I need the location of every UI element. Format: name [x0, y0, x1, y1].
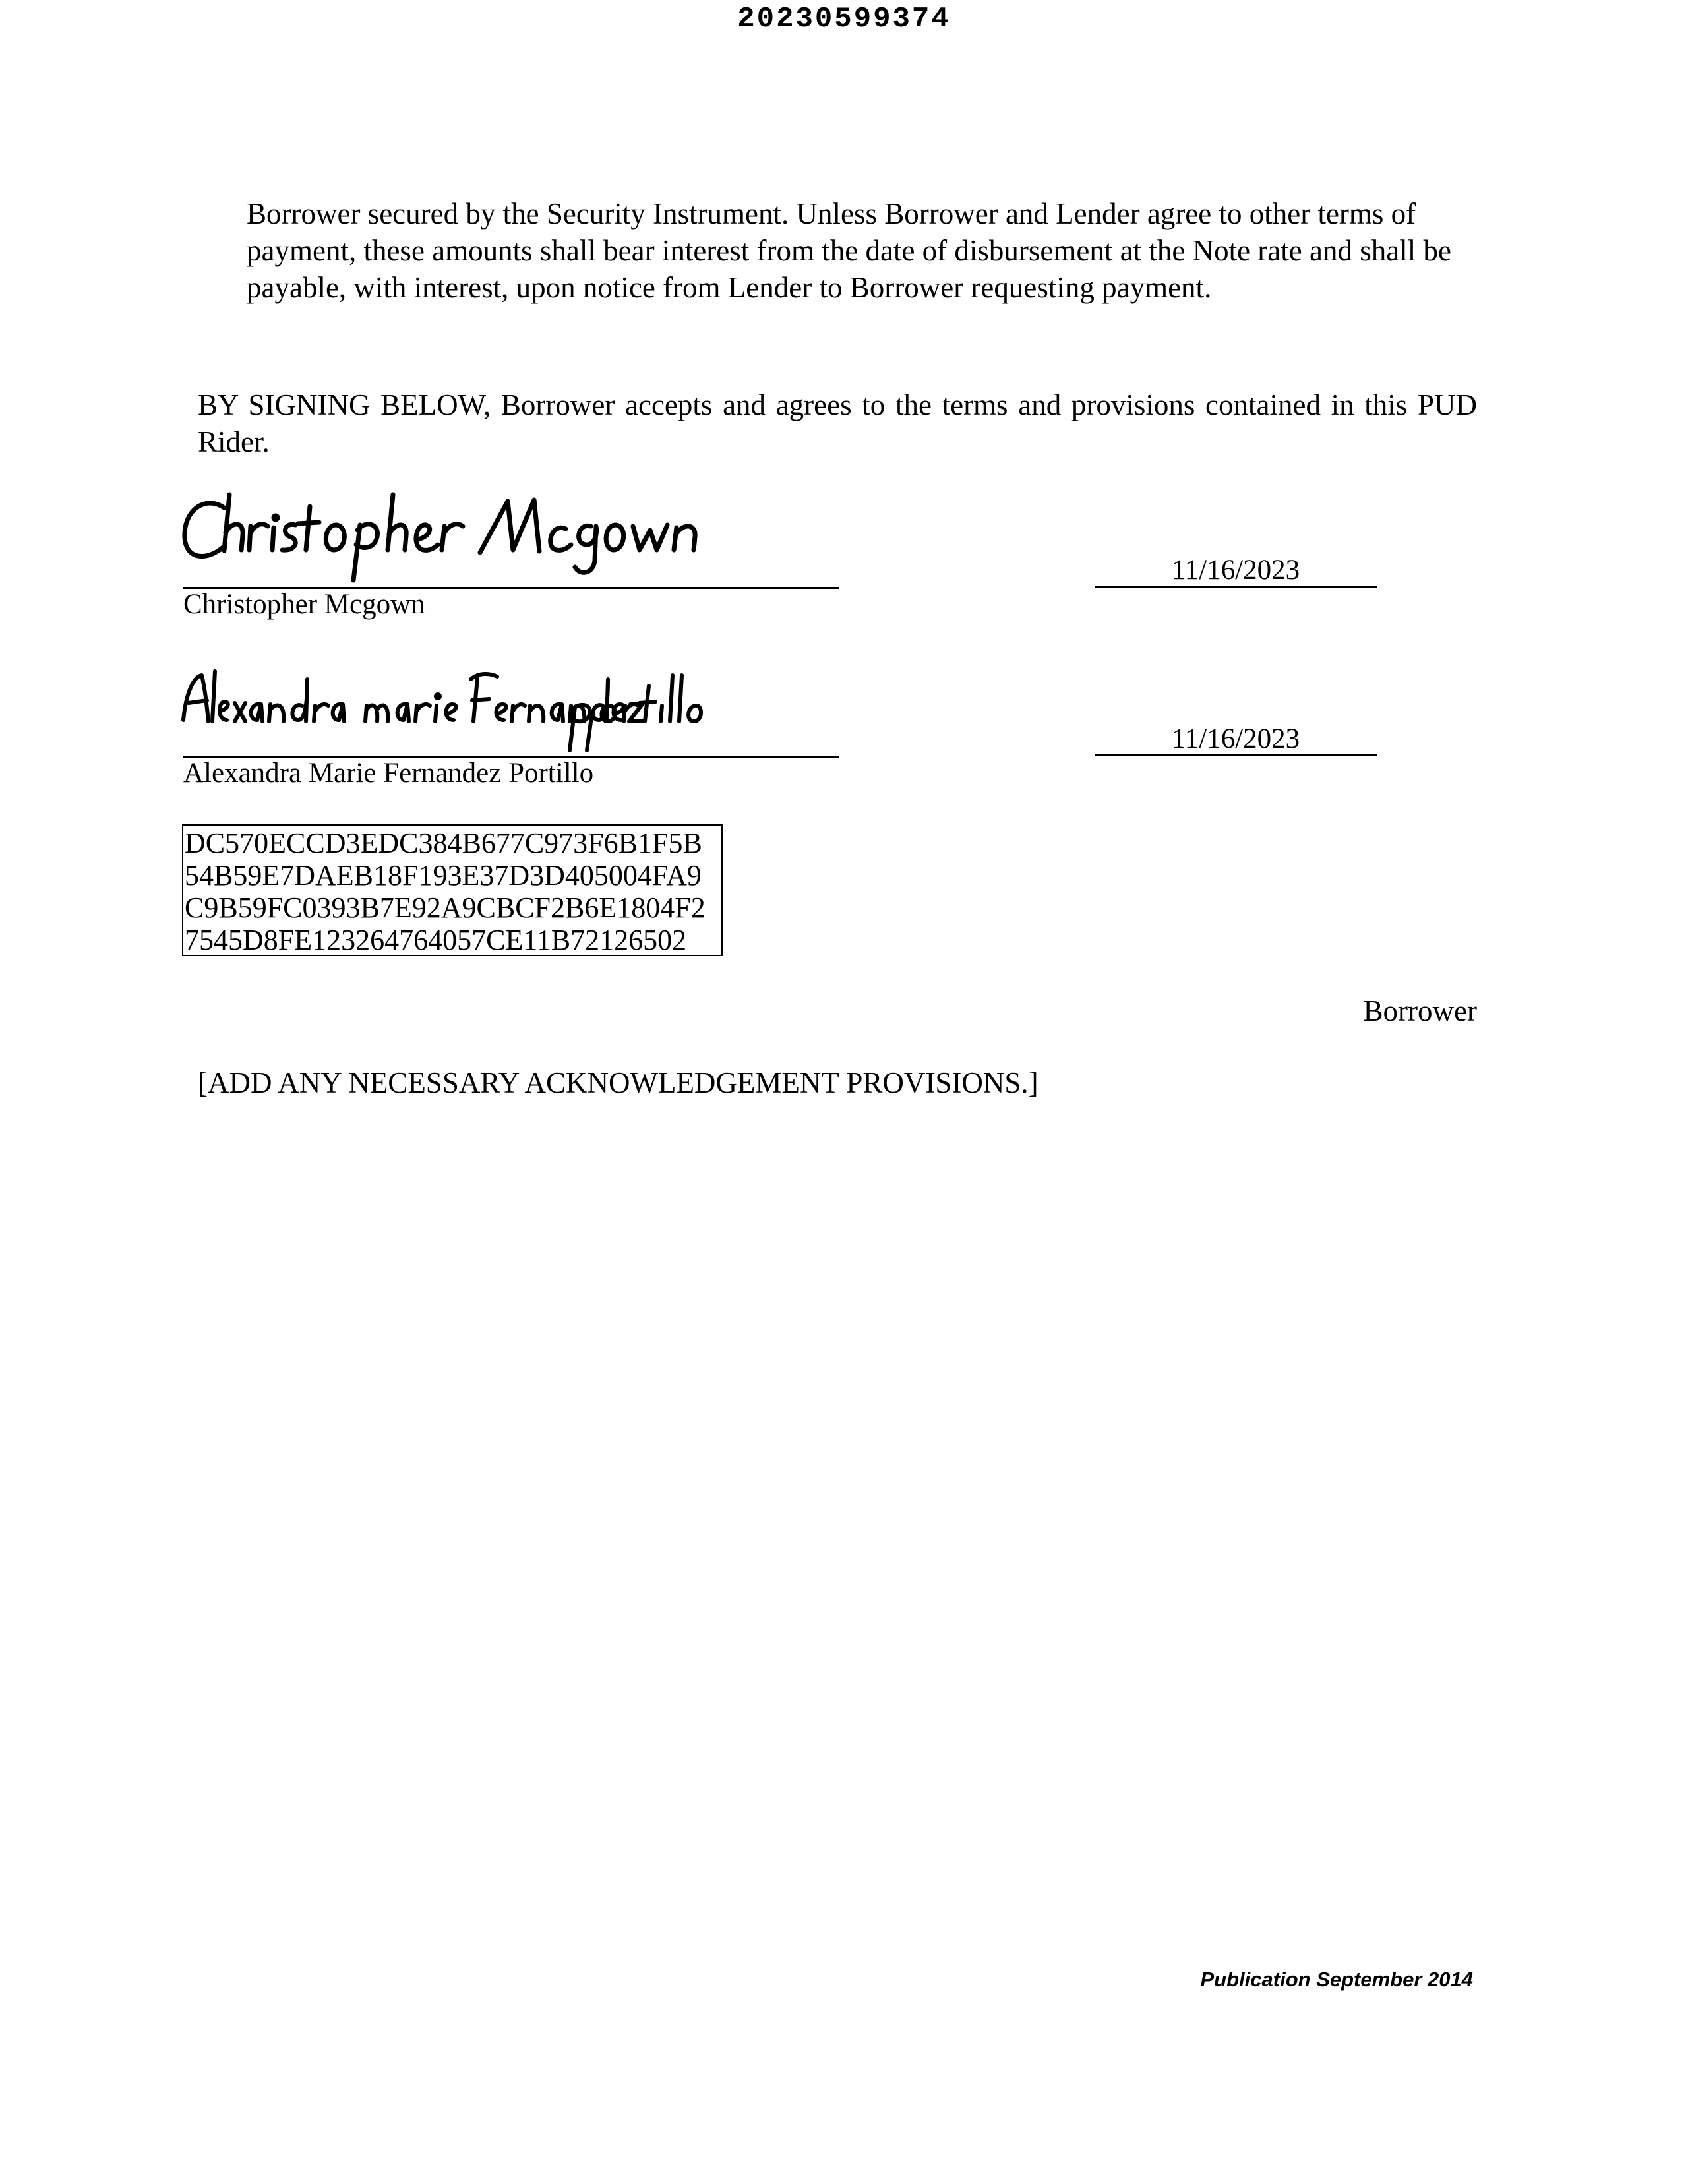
date-line-1 — [1095, 586, 1377, 588]
signature-image-christopher-mcgown — [178, 481, 706, 580]
hash-line: C9B59FC0393B7E92A9CBCF2B6E1804F2 — [185, 892, 706, 924]
signature-date-1: 11/16/2023 — [1171, 555, 1300, 586]
printed-name-2: Alexandra Marie Fernandez Portillo — [183, 758, 594, 789]
signature-date-2: 11/16/2023 — [1171, 723, 1300, 754]
hash-line: 7545D8FE123264764057CE11B72126502 — [185, 924, 687, 956]
signing-statement: BY SIGNING BELOW, Borrower accepts and agrees to the terms and provisions contained in this PUD Rider. — [198, 388, 1477, 458]
verification-hash-box — [182, 824, 723, 956]
signature-image-alexandra-fernandez-portillo — [179, 666, 694, 752]
date-line-2 — [1095, 754, 1377, 756]
hash-line: DC570ECCD3EDC384B677C973F6B1F5B — [185, 827, 702, 859]
document-number: 20230599374 — [737, 3, 951, 36]
hash-line: 54B59E7DAEB18F193E37D3D405004FA9 — [185, 859, 702, 892]
paragraph-continuation: Borrower secured by the Security Instrument. Unless Borrower and Lender agree to other terms of payment, these amounts shall bear interest from the date of disbursement at the Note rate and shall be payable, with interest, upon notice from Lender to Borrower requesting payment. — [247, 197, 1451, 304]
printed-name-1: Christopher Mcgown — [183, 589, 425, 620]
acknowledgement-provisions: [ADD ANY NECESSARY ACKNOWLEDGEMENT PROVISIONS.] — [198, 1066, 1039, 1099]
publication-footer: Publication September 2014 — [1200, 1968, 1473, 1991]
borrower-label: Borrower — [1363, 994, 1477, 1027]
